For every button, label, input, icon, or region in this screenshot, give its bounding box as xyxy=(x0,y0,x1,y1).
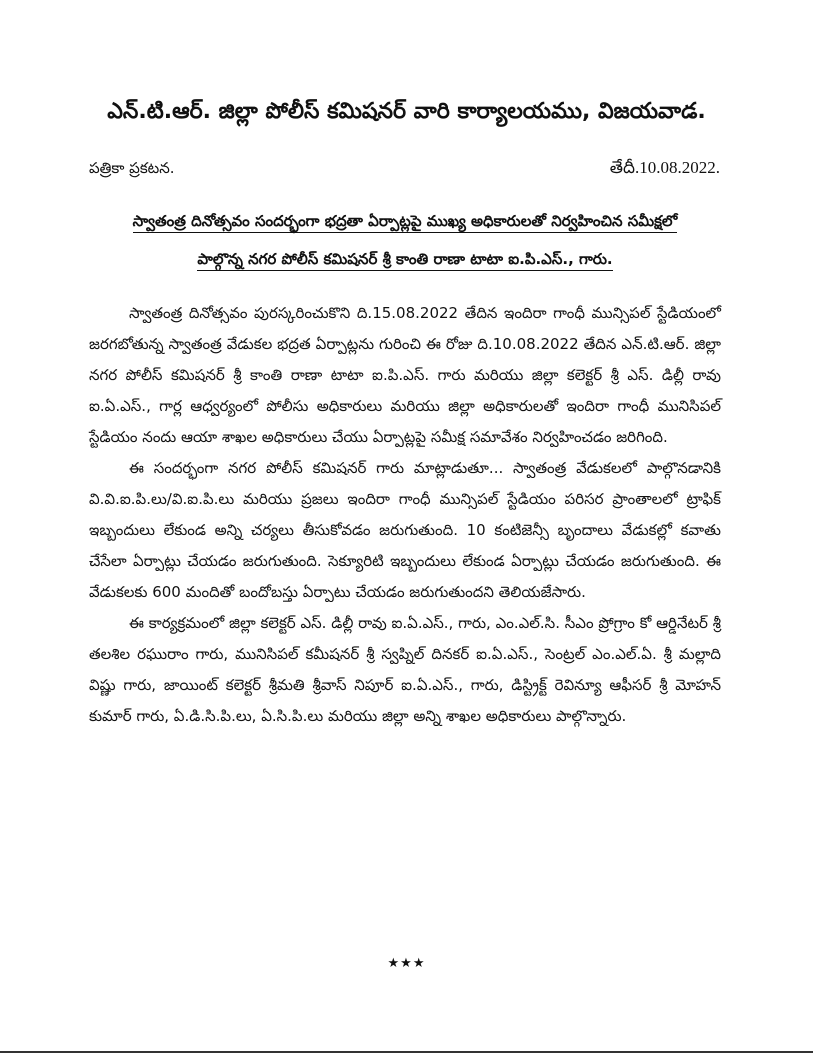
office-title: ఎన్.టి.ఆర్. జిల్లా పోలీస్ కమిషనర్ వారి కార్యాలయము, విజయవాడ. xyxy=(107,99,706,124)
subject-line-1-text: స్వాతంత్ర దినోత్సవం సందర్భంగా భద్రతా ఏర్పాట్లపై ముఖ్య అధికారులతో నిర్వహించిన సమీక్షలో xyxy=(133,212,678,233)
meta-row xyxy=(89,154,720,182)
subject-heading xyxy=(90,202,720,278)
paragraph-1: స్వాతంత్ర దినోత్సవం పురస్కరించుకొని ది.15.08.2022 తేదిన ఇందిరా గాంధీ మున్సిపల్ స్టేడియంలో జరగబోతున్న స్వాతంత్ర వేడుకల భద్రత ఏర్పాట్లను గురించి ఈ రోజు ది.10.08.2022 తేదిన ఎన్.టి.ఆర్. జిల్లా నగర పోలీస్ కమిషనర్ శ్రీ కాంతి రాణా టాటా ఐ.పి.ఎస్. గారు మరియు జిల్లా కలెక్టర్ శ్రీ ఎస్. డిల్లీ రావు ఐ.ఏ.ఎస్., గార్ల ఆధ్వర్యంలో పోలీసు అధికారులు మరియు జిల్లా అధికారులతో ఇందిరా గాంధీ మునిసిపల్ స్టేడియం నందు ఆయా శాఖల అధికారులు చేయు ఏర్పాట్లపై సమీక్ష సమావేశం నిర్వహించడం జరిగింది. xyxy=(89,304,721,446)
press-release-label: పత్రికా ప్రకటన. xyxy=(89,159,175,177)
subject-line-2-text: పాల్గొన్న నగర పోలీస్ కమిషనర్ శ్రీ కాంతి రాణా టాటా ఐ.పి.ఎస్., గారు. xyxy=(197,250,612,271)
bottom-divider xyxy=(0,1051,813,1053)
paragraph-2: ఈ సందర్భంగా నగర పోలీస్ కమిషనర్ గారు మాట్లాడుతూ... స్వాతంత్ర వేడుకలలో పాల్గొనడానికి వి.వి.ఐ.పి.లు/వి.ఐ.పి.లు మరియు ప్రజలు ఇందిరా గాంధీ మున్సిపల్ స్టేడియం పరిసర ప్రాంతాలలో ట్రాఫిక్ ఇబ్బందులు లేకుండ అన్ని చర్యలు తీసుకోవడం జరుగుతుంది. 10 కంటిజెన్సీ బృందాలు వేడుకల్లో కవాతు చేసేలా ఏర్పాట్లు చేయడం జరుగుతుంది. సెక్యూరిటి ఇబ్బందులు లేకుండ ఏర్పాట్లు చేయడం జరుగుతుంది. ఈ వేడుకలకు 600 మందితో బందోబస్తు ఏర్పాటు చేయడం జరుగుతుందని తెలియజేసారు. xyxy=(89,459,721,601)
subject-line-2 xyxy=(90,240,720,278)
subject-line-1 xyxy=(90,202,720,240)
release-date: తేదీ.10.08.2022. xyxy=(609,158,720,177)
closing-stars: ★★★ xyxy=(387,956,426,971)
paragraph-3: ఈ కార్యక్రమంలో జిల్లా కలెక్టర్ ఎస్. డిల్లీ రావు ఐ.ఏ.ఎస్., గారు, ఎం.ఎల్.సి. సీఎం ప్రోగ్రాం కో ఆర్డినేటర్ శ్రీ తలశిల రఘురాం గారు, మునిసిపల్ కమీషనర్ శ్రీ స్వప్నిల్ దినకర్ ఐ.ఏ.ఎస్., సెంట్రల్ ఎం.ఎల్.ఏ. శ్రీ మల్లాది విష్ణు గారు, జాయింట్ కలెక్టర్ శ్రీమతి శ్రీవాస్ నిపూర్ ఐ.ఏ.ఎస్., గారు, డిస్ట్రిక్ట్ రెవిన్యూ ఆఫీసర్ శ్రీ మోహన్ కుమార్ గారు, ఏ.డి.సి.పి.లు, ఏ.సి.పి.లు మరియు జిల్లా అన్ని శాఖల అధికారులు పాల్గొన్నారు. xyxy=(89,614,721,725)
body-text xyxy=(89,298,721,732)
